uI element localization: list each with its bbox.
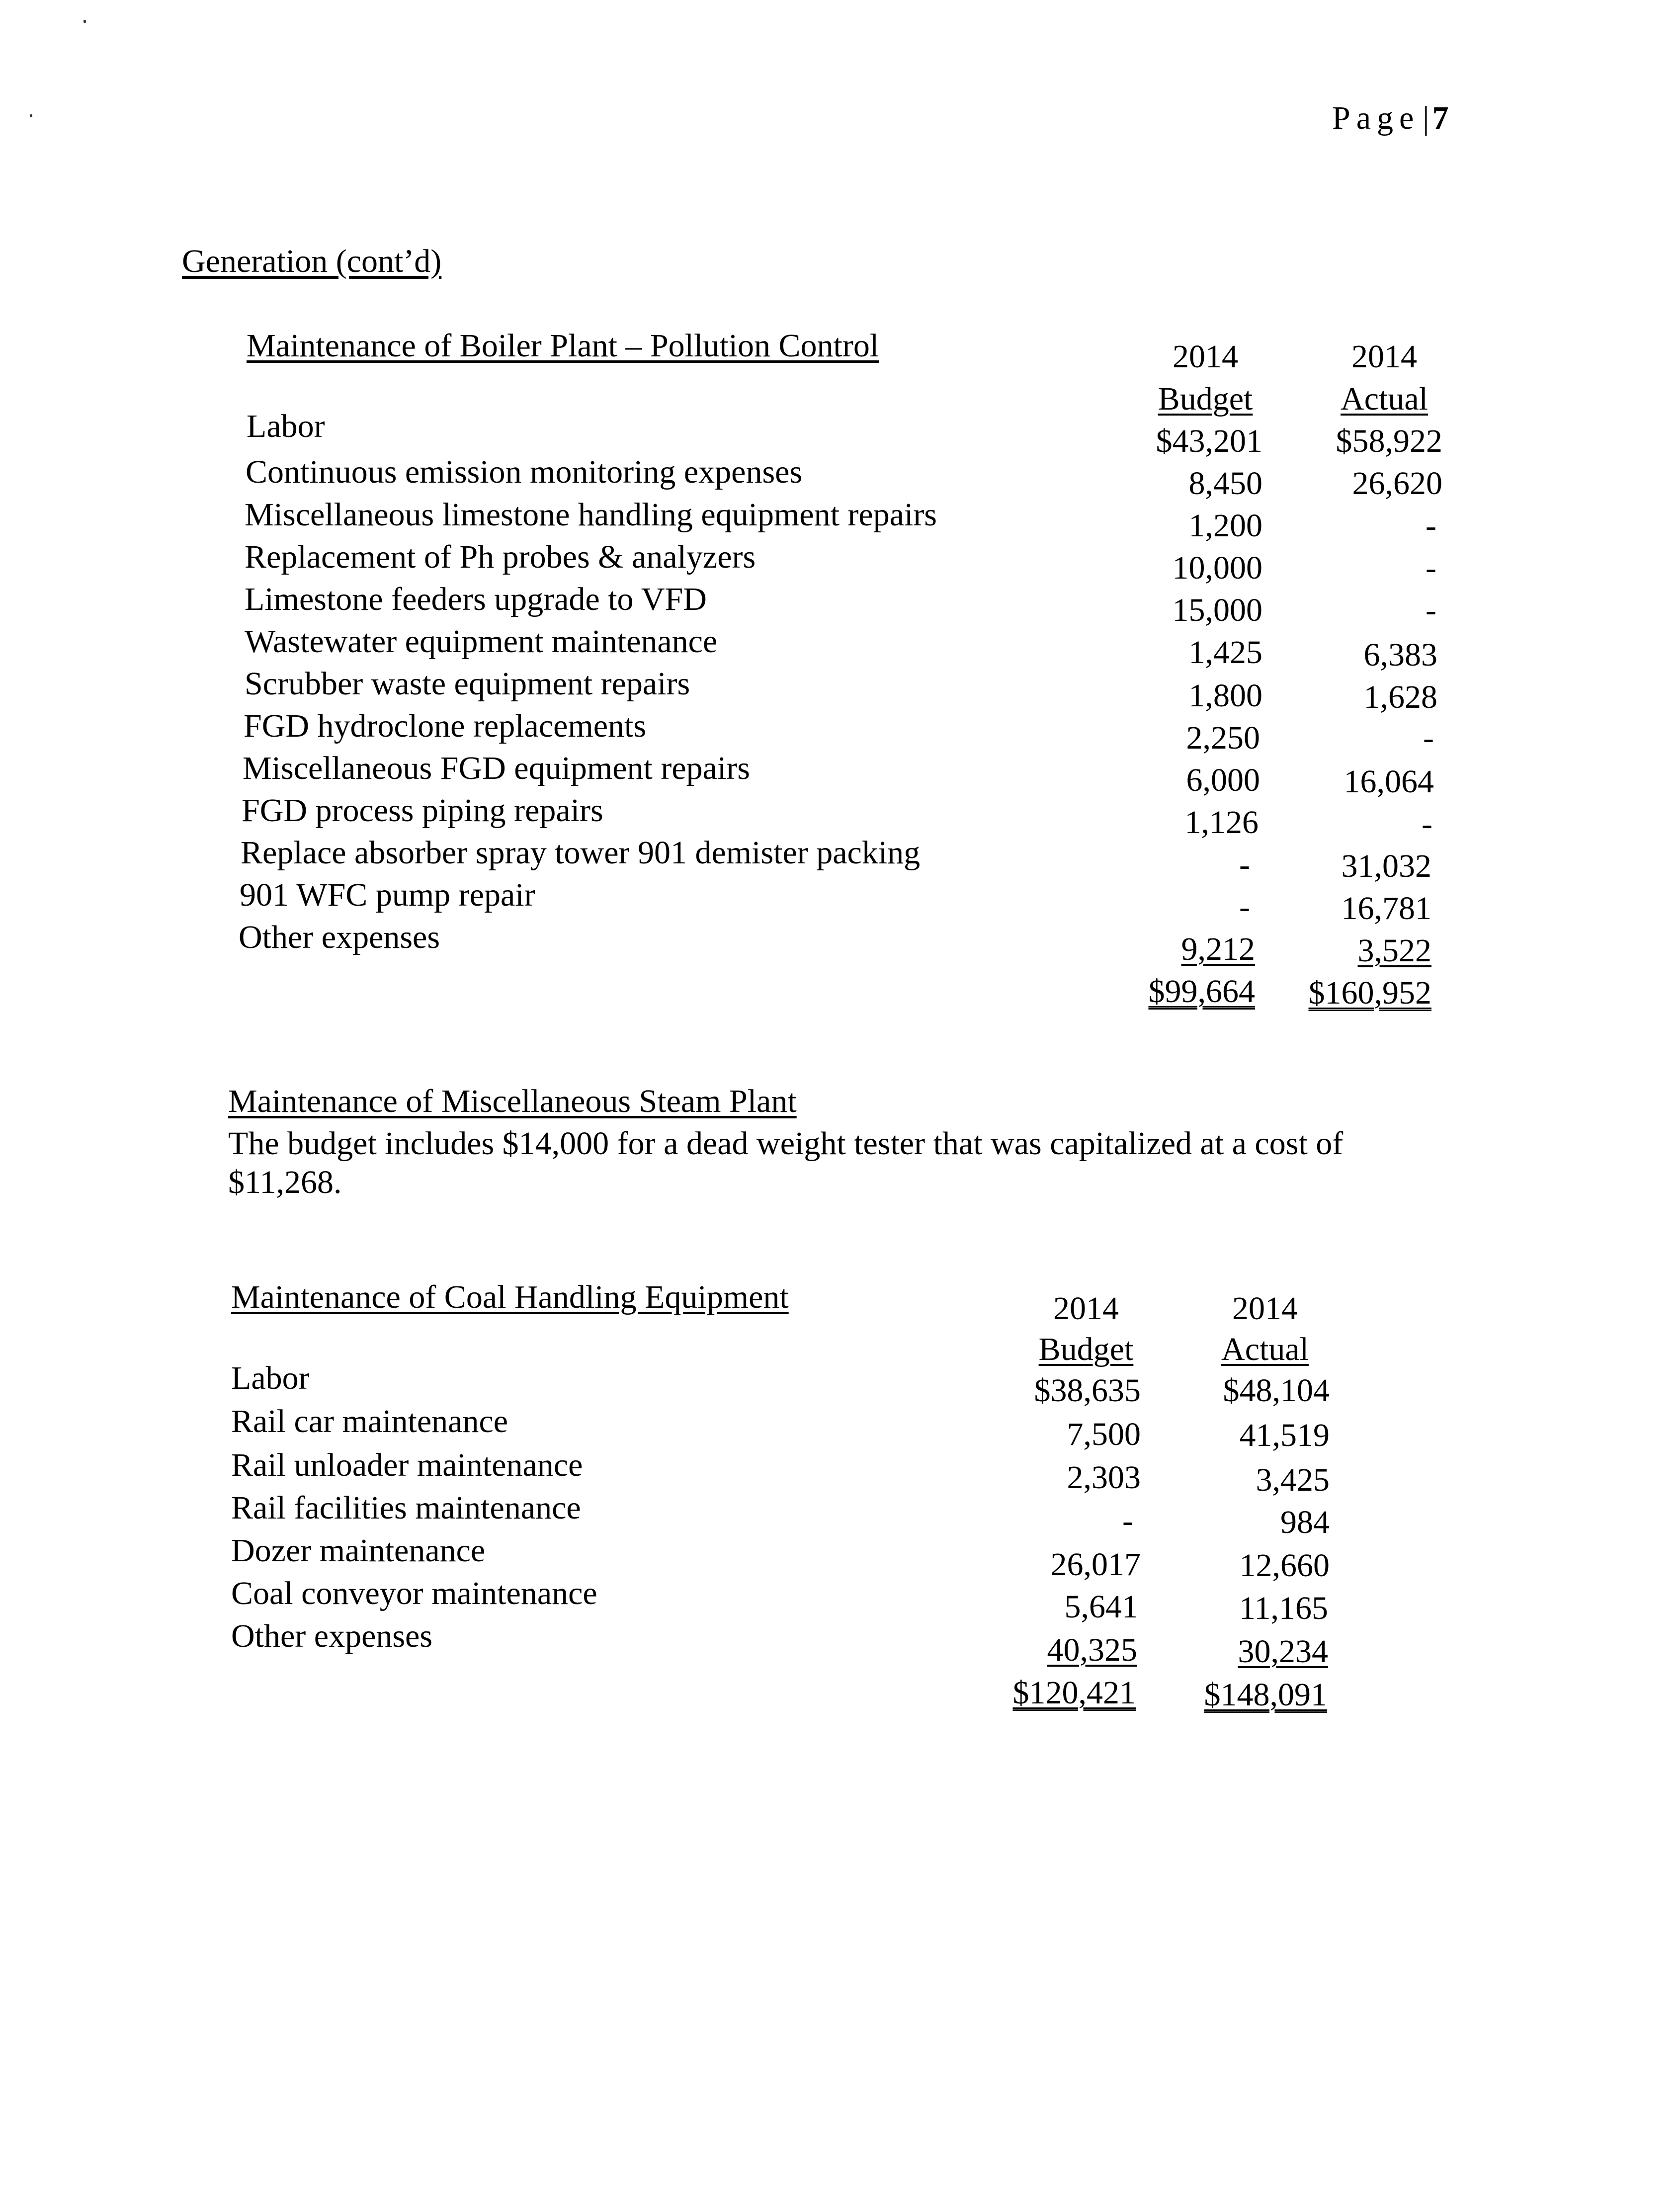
row-label: Replacement of Ph probes & analyzers [245, 539, 756, 575]
total-budget: $120,421 [1012, 1675, 1136, 1711]
row-budget: 40,325 [1047, 1632, 1137, 1668]
row-budget: 1,126 [1184, 804, 1259, 841]
row-budget: 2,250 [1186, 720, 1260, 756]
row-label: Replace absorber spray tower 901 demister packing [241, 835, 921, 871]
page-number-header [1332, 99, 1449, 137]
row-actual: 31,032 [1341, 848, 1431, 884]
row-actual: 3,522 [1357, 932, 1431, 969]
row-budget: 15,000 [1172, 592, 1262, 628]
row-actual: $58,922 [1336, 423, 1442, 459]
row-actual: 984 [1280, 1504, 1330, 1540]
row-actual: - [1426, 550, 1436, 586]
scan-speck [84, 20, 86, 23]
section-title: Generation (cont’d) [182, 243, 442, 279]
row-label: Limestone feeders upgrade to VFD [245, 581, 707, 617]
actual-column-header: Actual [1341, 381, 1428, 417]
row-actual: 3,425 [1256, 1462, 1330, 1498]
row-budget: - [1239, 847, 1250, 883]
actual-column-header: Actual [1221, 1331, 1309, 1367]
boiler-plant-heading: Maintenance of Boiler Plant – Pollution Control [247, 328, 879, 364]
row-label: Wastewater equipment maintenance [245, 623, 718, 660]
row-label: Miscellaneous FGD equipment repairs [243, 750, 750, 786]
row-budget: 1,425 [1188, 634, 1262, 671]
row-label: Dozer maintenance [231, 1532, 486, 1569]
page-number: 7 [1432, 100, 1449, 136]
row-label: Rail unloader maintenance [231, 1447, 583, 1483]
steam-plant-heading: Maintenance of Miscellaneous Steam Plant [228, 1083, 797, 1119]
row-actual: - [1422, 806, 1432, 842]
page-separator: | [1423, 100, 1429, 136]
row-label: Continuous emission monitoring expenses [246, 454, 803, 490]
row-label: Rail facilities maintenance [231, 1490, 581, 1526]
row-label: FGD hydroclone replacements [244, 708, 647, 744]
total-budget: $99,664 [1148, 973, 1255, 1010]
row-label: 901 WFC pump repair [240, 877, 535, 913]
row-actual: 11,165 [1239, 1590, 1328, 1626]
row-budget: 5,641 [1064, 1589, 1138, 1625]
budget-year-header: 2014 [1053, 1290, 1119, 1327]
row-label: Miscellaneous limestone handling equipment repairs [245, 497, 937, 533]
row-actual: 6,383 [1363, 637, 1437, 673]
budget-year-header: 2014 [1173, 339, 1238, 375]
row-budget: 1,800 [1188, 677, 1262, 714]
scan-speck [30, 114, 32, 117]
total-actual: $160,952 [1308, 975, 1431, 1011]
row-budget: 26,017 [1050, 1546, 1141, 1583]
row-actual: - [1426, 592, 1436, 628]
row-label: Scrubber waste equipment repairs [245, 666, 690, 702]
row-label: Coal conveyor maintenance [231, 1575, 597, 1611]
row-label: FGD process piping repairs [242, 792, 603, 829]
row-budget: 1,200 [1188, 508, 1262, 544]
row-actual: 1,628 [1363, 679, 1437, 715]
row-budget: 2,303 [1067, 1459, 1141, 1496]
row-actual: 16,064 [1344, 763, 1434, 800]
row-actual: 16,781 [1341, 890, 1431, 927]
row-actual: - [1423, 720, 1434, 756]
row-actual: $48,104 [1223, 1372, 1330, 1409]
row-budget: 7,500 [1067, 1416, 1141, 1452]
total-actual: $148,091 [1204, 1677, 1327, 1713]
row-label: Other expenses [231, 1618, 433, 1654]
row-budget: - [1239, 889, 1250, 925]
row-budget: - [1122, 1503, 1133, 1539]
row-budget: 9,212 [1181, 931, 1255, 967]
row-label: Other expenses [239, 919, 440, 955]
row-budget: 8,450 [1188, 465, 1262, 502]
row-label: Rail car maintenance [231, 1403, 508, 1439]
row-actual: 41,519 [1239, 1417, 1330, 1453]
budget-column-header: Budget [1158, 381, 1253, 417]
actual-year-header: 2014 [1351, 339, 1417, 375]
row-label: Labor [247, 408, 325, 444]
coal-handling-heading: Maintenance of Coal Handling Equipment [231, 1279, 789, 1315]
budget-column-header: Budget [1038, 1331, 1134, 1367]
actual-year-header: 2014 [1232, 1290, 1298, 1327]
row-actual: 26,620 [1352, 465, 1442, 502]
page-label: Page [1332, 100, 1420, 136]
row-budget: $38,635 [1034, 1372, 1141, 1409]
row-budget: 10,000 [1172, 550, 1262, 586]
row-label: Labor [231, 1360, 310, 1396]
row-actual: 30,234 [1238, 1633, 1328, 1670]
row-budget: $43,201 [1156, 423, 1262, 459]
row-actual: - [1426, 508, 1436, 544]
steam-plant-text: The budget includes $14,000 for a dead weight tester that was capitalized at a cost of $11,268. [228, 1125, 1344, 1200]
row-budget: 6,000 [1186, 762, 1260, 798]
row-actual: 12,660 [1239, 1547, 1330, 1584]
